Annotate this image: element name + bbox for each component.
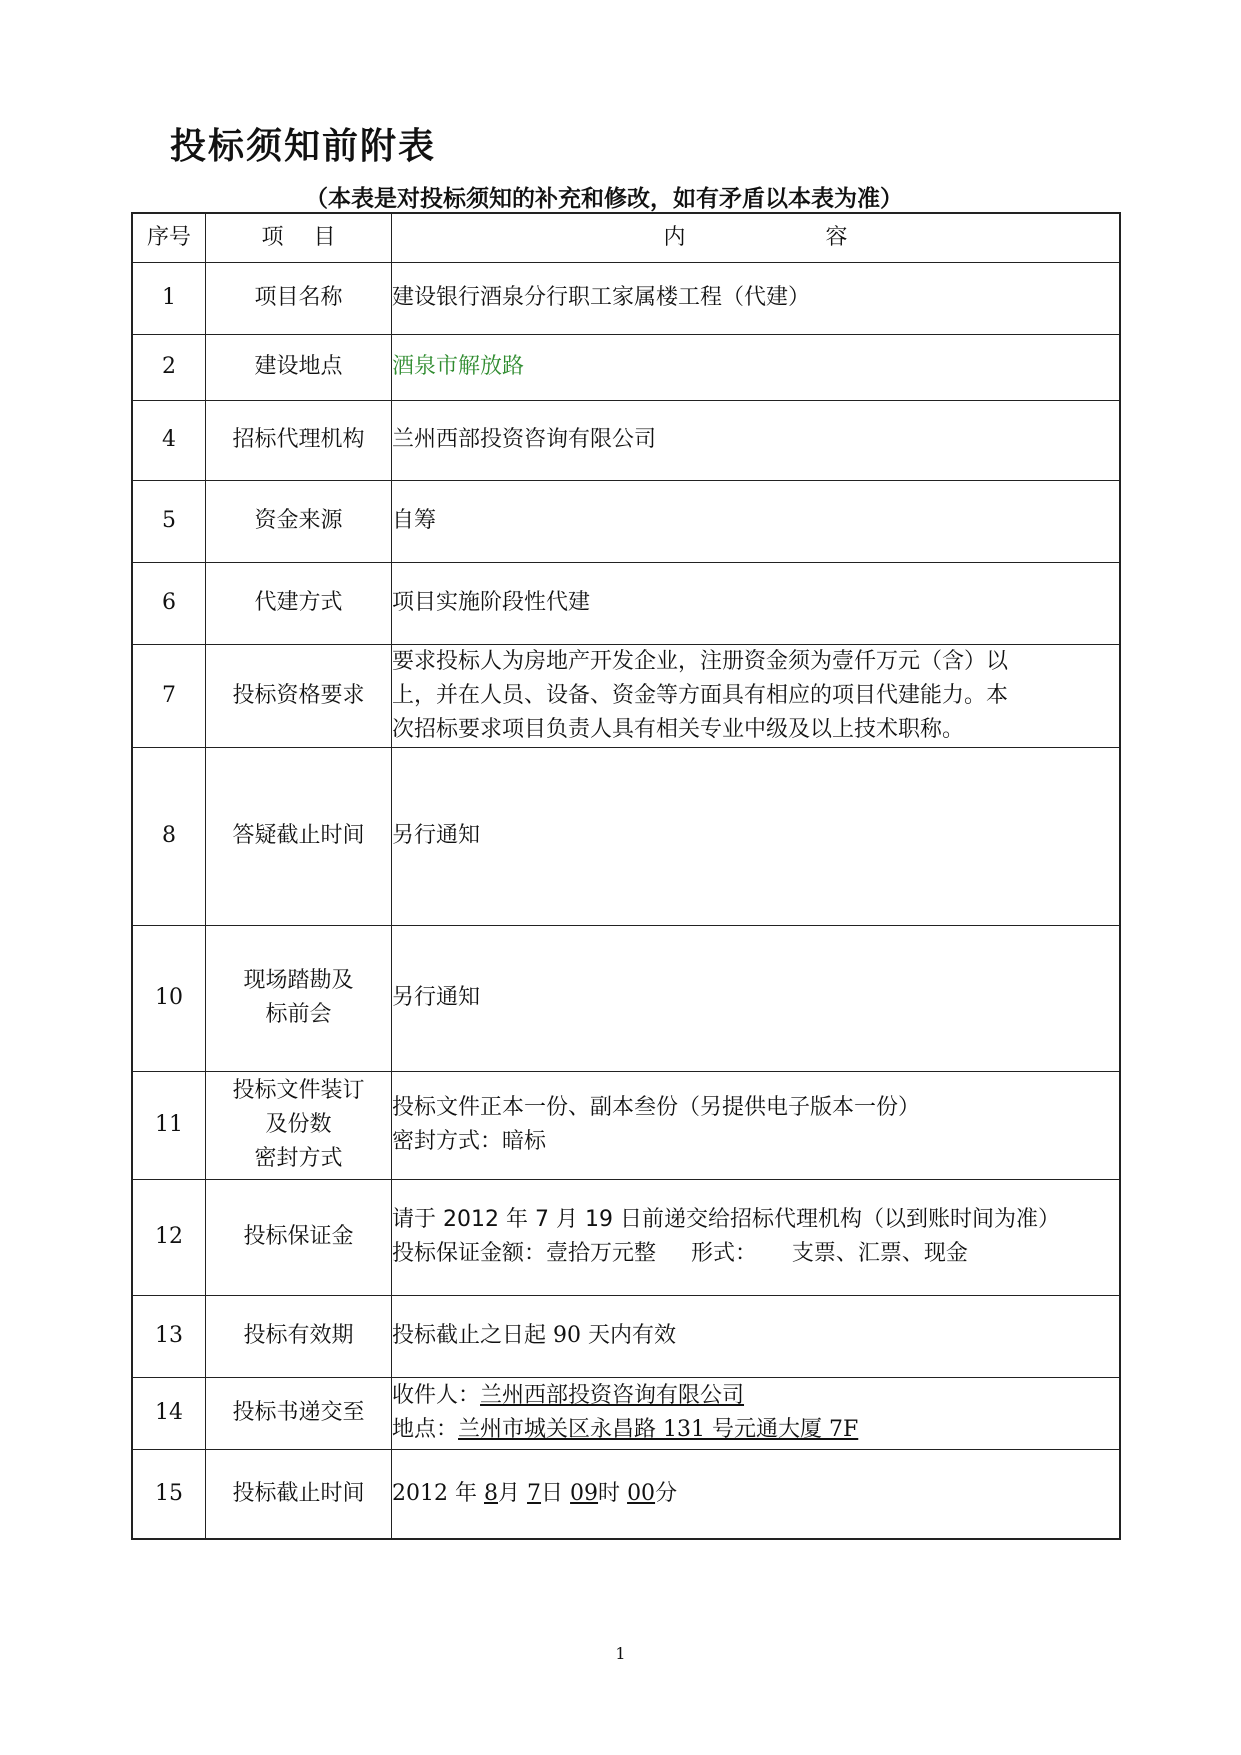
table-row: [132, 1179, 1120, 1295]
table-row: [132, 644, 1120, 747]
row-content: 建设银行酒泉分行职工家属楼工程（代建）: [392, 262, 1121, 334]
recipient-label: 收件人：: [392, 1383, 481, 1408]
page-title: 投标须知前附表: [170, 126, 437, 167]
item-line: 现场踏勘及: [243, 968, 354, 993]
page-subtitle: （本表是对投标须知的补充和修改，如有矛盾以本表为准）: [305, 186, 903, 212]
row-item: 投标资格要求: [206, 644, 392, 747]
deadline-hour: 09: [570, 1480, 599, 1506]
table-row: [132, 480, 1120, 562]
row-item: 投标书递交至: [206, 1377, 392, 1449]
deadline-year: 2012: [392, 1480, 448, 1506]
deadline-month: 8: [484, 1480, 499, 1506]
row-content-deadline: [392, 1449, 1121, 1539]
row-content: 项目实施阶段性代建: [392, 562, 1121, 644]
content-line: 要求投标人为房地产开发企业，注册资金须为壹仟万元（含）以: [392, 648, 1009, 674]
row-item: [206, 925, 392, 1071]
header-content-b: 容: [825, 224, 848, 250]
deadline-minute-unit: 分: [655, 1480, 678, 1506]
row-content: 自筹: [392, 480, 1121, 562]
row-no: 1: [132, 262, 206, 334]
item-line: 标前会: [265, 1002, 332, 1027]
row-no: 2: [132, 334, 206, 400]
deadline-day-unit: 日: [541, 1480, 564, 1506]
page-number: 1: [615, 1644, 626, 1663]
table-row: [132, 925, 1120, 1071]
row-item: 代建方式: [206, 562, 392, 644]
table-row: [132, 562, 1120, 644]
row-content: 另行通知: [392, 747, 1121, 925]
row-no: 4: [132, 400, 206, 480]
row-content-location: 酒泉市解放路: [392, 334, 1121, 400]
row-no: 10: [132, 925, 206, 1071]
address-label: 地点：: [392, 1417, 459, 1442]
row-item: 投标保证金: [206, 1179, 392, 1295]
content-line: 密封方式：暗标: [392, 1129, 547, 1154]
address-value: 兰州市城关区永昌路 131 号元通大厦 7F: [458, 1417, 859, 1442]
deadline-day: 7: [527, 1480, 542, 1506]
item-line: 投标文件装订: [232, 1078, 365, 1103]
row-item: 投标截止时间: [206, 1449, 392, 1539]
address-line: [392, 1413, 1119, 1447]
table-row: [132, 334, 1120, 400]
table-row: [132, 1377, 1120, 1449]
table-header-row: [132, 213, 1120, 262]
recipient-line: [392, 1379, 1119, 1413]
row-no: 14: [132, 1377, 206, 1449]
table-row: [132, 1449, 1120, 1539]
table-row: [132, 400, 1120, 480]
header-item: [206, 213, 392, 262]
front-table: [131, 212, 1121, 1540]
recipient-value: 兰州西部投资咨询有限公司: [480, 1383, 745, 1408]
table-row: [132, 262, 1120, 334]
content-line: 投标保证金额：壹拾万元整 形式： 支票、汇票、现金: [392, 1241, 968, 1266]
table-row: [132, 1071, 1120, 1179]
row-content: [392, 644, 1121, 747]
row-item: 答疑截止时间: [206, 747, 392, 925]
row-item: 投标有效期: [206, 1295, 392, 1377]
row-no: 15: [132, 1449, 206, 1539]
item-line: 密封方式: [254, 1146, 343, 1171]
deadline-month-unit: 月: [498, 1480, 521, 1506]
row-content: [392, 1377, 1121, 1449]
item-line: 及份数: [265, 1112, 332, 1137]
deadline-hour-unit: 时: [598, 1480, 621, 1506]
header-item-a: 项: [261, 224, 284, 250]
row-content: 投标截止之日起 90 天内有效: [392, 1295, 1121, 1377]
row-item: 资金来源: [206, 480, 392, 562]
header-content: [392, 213, 1121, 262]
content-line: 上，并在人员、设备、资金等方面具有相应的项目代建能力。本: [392, 682, 1009, 708]
table-row: [132, 747, 1120, 925]
content-line: 投标文件正本一份、副本叁份（另提供电子版本一份）: [392, 1095, 921, 1120]
content-line: 请于 2012 年 7 月 19 日前递交给招标代理机构（以到账时间为准）: [392, 1207, 1060, 1232]
content-line: 次招标要求项目负责人具有相关专业中级及以上技术职称。: [392, 716, 965, 742]
deadline-year-unit: 年: [455, 1480, 478, 1506]
row-content: [392, 1179, 1121, 1295]
row-item: 建设地点: [206, 334, 392, 400]
row-item: 招标代理机构: [206, 400, 392, 480]
row-no: 8: [132, 747, 206, 925]
row-content: [392, 1071, 1121, 1179]
row-content: 另行通知: [392, 925, 1121, 1071]
row-no: 6: [132, 562, 206, 644]
row-item: 项目名称: [206, 262, 392, 334]
header-no: 序号: [132, 213, 206, 262]
table-row: [132, 1295, 1120, 1377]
row-no: 7: [132, 644, 206, 747]
deadline-minute: 00: [627, 1480, 656, 1506]
row-no: 12: [132, 1179, 206, 1295]
row-item: [206, 1071, 392, 1179]
row-content: 兰州西部投资咨询有限公司: [392, 400, 1121, 480]
header-item-b: 目: [313, 224, 336, 250]
row-no: 11: [132, 1071, 206, 1179]
row-no: 5: [132, 480, 206, 562]
row-no: 13: [132, 1295, 206, 1377]
header-content-a: 内: [663, 224, 686, 250]
